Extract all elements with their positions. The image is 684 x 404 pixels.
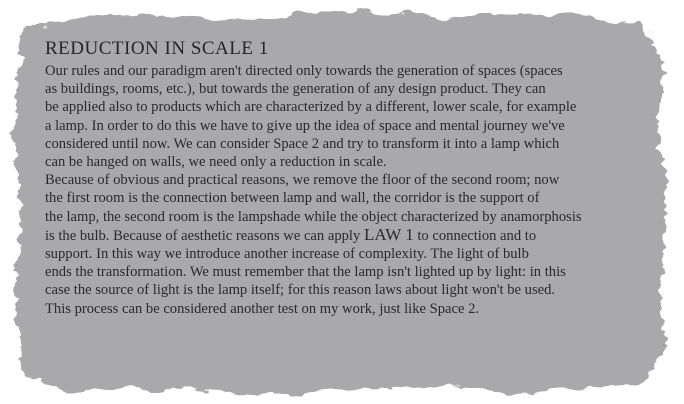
text-line: case the source of light is the lamp itself; for this reason laws about light won't be used.: [45, 282, 556, 299]
text-line: Because of obvious and practical reasons, we remove the floor of the second room; now: [45, 172, 560, 189]
text-line: be applied also to products which are characterized by a different, lower scale, for example: [45, 99, 577, 116]
text-line-with-law: [45, 226, 655, 245]
text-line: considered until now. We can consider Space 2 and try to transform it into a lamp which: [45, 135, 560, 152]
page-title: REDUCTION IN SCALE 1: [45, 38, 269, 59]
text-line: Our rules and our paradigm aren't directed only towards the generation of spaces (spaces: [45, 63, 563, 79]
paragraph-intro: [45, 62, 655, 171]
law-reference: LAW 1: [363, 224, 414, 244]
text-line: as buildings, rooms, etc.), but towards the generation of any design product. They can: [45, 81, 546, 98]
paragraph-lamp-transformation: [45, 171, 655, 318]
text-line: can be hanged on walls, we need only a reduction in scale.: [45, 154, 387, 171]
text-line: This process can be considered another test on my work, just like Space 2.: [45, 300, 480, 317]
text-line: ends the transformation. We must remember that the lamp isn't lighted up by light: in this: [45, 264, 566, 281]
text-line: the first room is the connection between lamp and wall, the corridor is the support of: [45, 190, 540, 207]
text-line: support. In this way we introduce another increase of complexity. The light of bulb: [45, 246, 529, 263]
text-line: a lamp. In order to do this we have to give up the idea of space and mental journey we've: [45, 117, 565, 134]
document-body: [45, 38, 655, 318]
text-segment: to connection and to: [413, 227, 537, 244]
text-line: the lamp, the second room is the lampshade while the object characterized by anamorphosis: [45, 208, 582, 225]
text-segment: is the bulb. Because of aesthetic reasons we can apply: [45, 227, 364, 244]
